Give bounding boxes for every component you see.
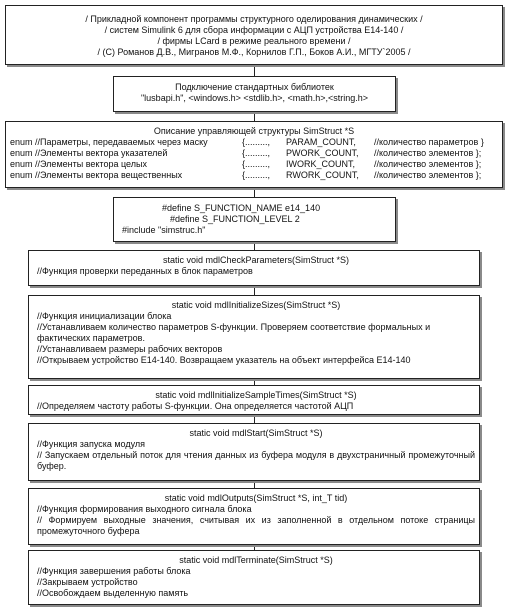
enum-decl: enum //Элементы вектора вещественных (10, 170, 183, 180)
header-line: / (С) Романов Д.В., Мигранов М.Ф., Корнилов Г.П., Боков А.И., МГТУ`2005 / (97, 47, 411, 57)
include-simstruc: #include "simstruc.h" (122, 225, 206, 235)
enum-dots: {........., (242, 159, 271, 169)
header-box (5, 5, 503, 65)
function-title: static void mdlOutputs(SimStruct *S, int_T tid) (164, 493, 348, 503)
enum-comment: //количество элементов }; (374, 170, 482, 180)
function-box-mdloutputs (28, 488, 480, 545)
enum-name: RWORK_COUNT, (286, 170, 359, 180)
enum-decl: enum //Элементы вектора целых (10, 159, 147, 169)
libraries-box (113, 76, 396, 112)
function-comment: //Устанавливаем размеры рабочих векторов (37, 344, 223, 354)
enum-dots: {........., (242, 148, 271, 158)
function-title: static void mdlTerminate(SimStruct *S) (179, 555, 333, 565)
connector-line (254, 415, 255, 423)
header-line: / Прикладной компонент программы структурного оделирования динамических / (85, 14, 423, 24)
connector-line (254, 286, 255, 295)
function-comment: //Функция формирования выходного сигнала блока (37, 504, 252, 514)
function-title: static void mdlCheckParameters(SimStruct *S) (162, 255, 350, 265)
enum-decl: enum //Элементы вектора указателей (10, 148, 168, 158)
enum-name: PARAM_COUNT, (286, 137, 356, 147)
function-title: static void mdlStart(SimStruct *S) (189, 428, 323, 438)
enum-name: IWORK_COUNT, (286, 159, 356, 169)
connector-line (254, 188, 255, 197)
function-box-mdlcheckparameters (28, 250, 480, 286)
function-comment: //Функция проверки переданных в блок параметров (37, 266, 253, 276)
enum-row (6, 159, 502, 170)
define-level: #define S_FUNCTION_LEVEL 2 (170, 214, 300, 224)
enum-row (6, 137, 502, 148)
function-box-mdlterminate (28, 550, 480, 605)
function-comment: //Функция инициализации блока (37, 311, 172, 321)
enum-comment: //количество элементов }; (374, 159, 482, 169)
function-title: static void mdlInitializeSizes(SimStruct *S) (171, 300, 341, 310)
header-line: / фирмы LCard в режиме реального времени / (157, 36, 351, 46)
function-box-mdlinitializesampletimes (28, 385, 480, 415)
connector-line (254, 65, 255, 76)
libraries-includes: "lusbapi.h", <windows.h> <stdlib.h>, <math.h>,<string.h> (140, 93, 369, 103)
function-comment: //Определяем частоту работы S-функции. Она определяется частотой АЦП (37, 401, 354, 411)
enum-decl: enum //Параметры, передаваемых через маску (10, 137, 208, 147)
enum-dots: {........., (242, 170, 271, 180)
function-comment: //Освобождаем выделенную память (37, 588, 189, 598)
defines-box (113, 197, 396, 242)
function-comment: //Функция завершения работы блока (37, 566, 191, 576)
define-name: #define S_FUNCTION_NAME e14_140 (162, 203, 321, 213)
function-comment: //Устанавливаем количество параметров S-функции. Проверяем соответствие формальных и фактических параметров. (37, 322, 431, 343)
enum-name: PWORK_COUNT, (286, 148, 359, 158)
function-comment: // Запускаем отдельный поток для чтения данных из буфера модуля в двухстраничный промежуточный буфер. (37, 450, 475, 471)
function-comment: //Открываем устройство Е14-140. Возвращаем указатель на объект интерфейса Е14-140 (37, 355, 411, 365)
simstruct-title: Описание управляющей структуры SimStruct *S (153, 126, 355, 136)
enum-row (6, 148, 502, 159)
enum-row (6, 170, 502, 181)
enum-comment: //количество параметров } (374, 137, 484, 147)
simstruct-box (5, 121, 503, 188)
function-box-mdlinitializesizes (28, 295, 480, 379)
enum-comment: //количество элементов }; (374, 148, 482, 158)
function-box-mdlstart (28, 423, 480, 481)
connector-line (254, 242, 255, 250)
function-comment: //Закрываем устройство (37, 577, 138, 587)
function-title: static void mdlInitializeSampleTimes(SimStruct *S) (155, 390, 357, 400)
connector-line (254, 481, 255, 488)
header-line: / систем Simulink 6 для сбора информации с АЦП устройства Е14-140 / (104, 25, 404, 35)
libraries-title: Подключение стандартных библиотек (175, 82, 334, 92)
enum-dots: {........., (242, 137, 271, 147)
function-comment: //Функция запуска модуля (37, 439, 146, 449)
connector-line (254, 112, 255, 121)
function-comment: // Формируем выходные значения, считывая их из заполненной в отдельном потоке страницы промежуточного буфера (37, 515, 475, 536)
